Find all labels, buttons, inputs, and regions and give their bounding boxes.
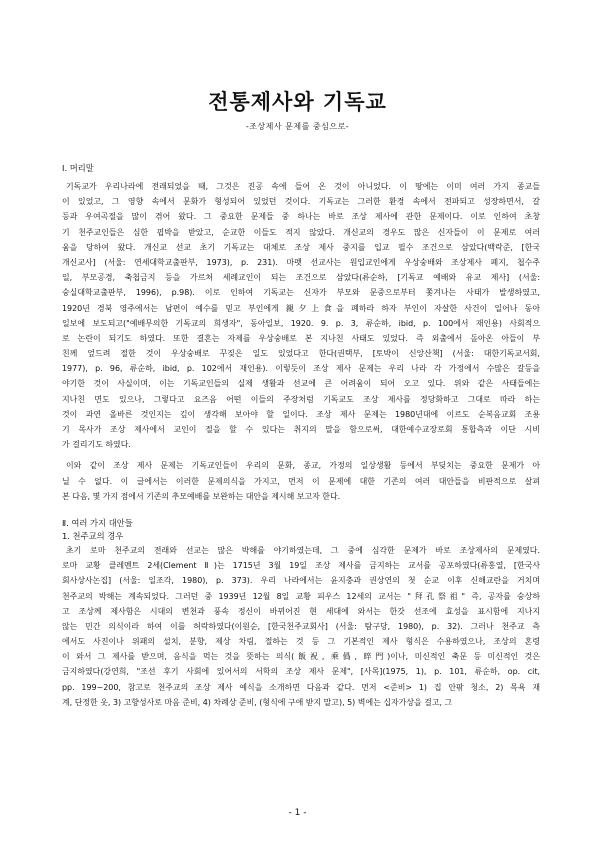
paragraph-intro-2 xyxy=(62,458,540,504)
text-line: pp. 199~200, 참고로 천주교의 조상 제사 예식을 소개하면 다음과 같다. 먼저 <준비> 1) 집 안팎 청소, 2) 목욕 재 xyxy=(62,682,540,692)
subsection-heading-catholic: 1. 천주교의 경우 xyxy=(62,530,124,541)
text-line: 기 목사가 조상 제사에서 교인이 절을 할 수 있다는 취지의 말을 함으로써, 대한예수교장로회 통합측과 이단 시비 xyxy=(62,425,540,434)
paragraph-catholic-1 xyxy=(62,543,540,710)
text-line: 금지하였다(강연희, "조선 후기 사회에 있어서의 서학의 조상 제사 문제", [사목](1975, 1), p. 101, 류순하, op. cit, xyxy=(62,667,540,677)
text-line: 것이 과연 올바른 것인지는 깊이 생각해 보아야 할 일이다. 조상 제사 문제는 1980년대에 이르도 순복음교회 조용 xyxy=(62,409,540,419)
document-title: 전통제사와 기독교 xyxy=(208,90,387,114)
text-line: 로마 교황 클레멘트 2세(Clement Ⅱ)는 1715년 3월 19일 조상 제사를 금지하는 교서를 공포하였다(류홍열, [한국사 xyxy=(62,561,540,571)
text-line: 계, 단정한 옷, 3) 고향성사로 마음 준비, 4) 차례상 준비, (형식에 구애 받지 말고), 5) 벽에는 십자가상을 걸고, 그 xyxy=(62,697,453,707)
text-line: 닐 수 없다. 이 글에서는 이러한 문제의식을 가지고, 먼저 이 문제에 대한 기존의 여러 대안들을 비판적으로 살펴 xyxy=(62,476,540,486)
text-line: 친께 엎드려 절한 것이 우상숭배로 꾸짖은 일도 있었다고 한다(권택부, [토박이 신앙산책] (서울: 대한기독교서회, xyxy=(62,349,540,359)
text-line: 이 와서 그 제사를 받으며, 음식을 먹는 것을 뜻하는 의식(飯祝, 乘僞, 晬門)이나, 미신적인 축문 등 미신적인 것은 xyxy=(62,652,540,662)
page-number: - 1 - xyxy=(288,808,307,818)
text-line: 본 다음, 몇 가지 점에서 기존의 추모예배를 보완하는 대안을 제시해 보고자 한다. xyxy=(62,491,341,501)
text-line: 가 걸리기도 하였다. xyxy=(62,440,131,450)
section-heading-alternatives: Ⅱ. 여러 가지 대안들 xyxy=(62,517,133,528)
text-line: 일, 부모공경, 축첩금지 등을 가르쳐 세례교인이 되는 조건으로 삼았다(류순하, [기독교 예배와 유교 제사] (서울: xyxy=(62,273,540,283)
text-line: 기 천주교인들은 심한 핍박을 받았고, 순교한 이들도 적지 않았다. 개신교의 경우도 많은 신자들이 이 문제로 여러 xyxy=(62,227,540,237)
text-line: 움을 당하여 왔다. 개신교 선교 초기 기독교는 대체로 조상 제사 중지를 입교 필수 조건으로 삼았다(백락준, [한국 xyxy=(62,242,540,252)
text-line: 회사상사논집] (서울: 일조각, 1980), p. 373). 우리 나라에서는 윤지충과 권상연의 첫 순교 이후 신해교란을 거치며 xyxy=(62,576,540,586)
text-line: 등과 우여곡절을 많이 겪어 왔다. 그 중요한 문제들 중 하나는 바로 조상 제사에 관한 문제이다. 이로 인하여 초창 xyxy=(62,212,540,222)
text-line: 고 조상께 제사함은 시대의 변천과 풍속 정신이 바뀌어진 현 세대에 와서는 한갓 선조에 효성을 표시함에 지나지 xyxy=(62,606,540,616)
section-heading-introduction: Ⅰ. 머리말 xyxy=(62,163,94,173)
text-line: 지나친 면도 있으나, 그렇다고 요즈음 어떤 이들의 주장처럼 기독교도 조상 제사를 정당화하고 그대로 따라 하는 xyxy=(62,394,540,404)
text-line: 이 있었고, 그 영향 속에서 문화가 형성되어 있었던 것이다. 기독교는 그러한 환경 속에서 전파되고 성장하면서, 갈 xyxy=(62,197,540,207)
text-line: 천주교의 박해는 계속되었다. 그러던 중 1939년 12월 8일 교황 피우스 12세의 교서는 "拜孔祭祖" 즉, 공자를 숭상하 xyxy=(62,591,540,601)
text-line: 않는 민간 의식이라 하여 이를 허락하였다(이원순, [한국천주교회사] (서울: 탐구당, 1980), p. 32). 그러나 천주교 측 xyxy=(62,621,540,631)
text-line: 개신교사] (서울: 연세대학교출판부, 1973), p. 231). 마펫 선교사는 원입교인에게 우상숭배와 조상제사 폐지, 첩수주 xyxy=(62,257,540,267)
text-line: 야기한 것이 사실이며, 이는 기독교인들의 실제 생활과 선교에 큰 어려움이 되어 오고 있다. 위와 같은 사태들에는 xyxy=(62,379,540,389)
text-line: 1977), p. 96, 류순하, ibid, p. 102에서 재인용). 이렇듯이 조상 제사 문제는 우리 나라 각 가정에서 수많은 갈등을 xyxy=(62,364,540,374)
text-line: 초기 로마 천주교의 전래와 선교는 많은 박해를 야기하였는데, 그 중에 심각한 문제가 바로 조상제사의 문제였다. xyxy=(66,545,540,555)
document-body xyxy=(62,162,540,716)
text-line: 기독교가 우리나라에 전래되었을 때, 그것은 진공 속에 들어 온 것이 아니었다. 이 땅에는 이미 여러 가지 종교들 xyxy=(66,182,540,191)
text-line: 로 논란이 되기도 하였다. 또한 결혼는 자제를 우상숭배로 본 지나친 사태도 있었다. 즉 외출에서 돌아온 아들이 부 xyxy=(62,333,540,343)
text-line: 일보에 보도되고("예배무의한 기독교의 희생자", 동아일보, 1920. 9. p. 3, 류순하, ibid, p. 100에서 재인용) 사회적으 xyxy=(62,318,540,328)
text-line: 숭실대학교출판부, 1996), p.98). 이로 인하여 기독교는 신자가 부모와 문중으로부터 쫓겨나는 사태가 발생하였고, xyxy=(62,288,540,298)
text-line: 이와 같이 조상 제사 문제는 기독교인들이 우리의 문화, 종교, 가정의 일상생활 등에서 부딪치는 중요한 문제가 아 xyxy=(66,461,540,471)
paragraph-intro-1 xyxy=(62,179,540,452)
document-subtitle: -조상제사 문제를 중심으로- xyxy=(245,122,350,131)
text-line: 에서도 사진이나 위패의 설치, 분향, 제상 차림, 절하는 것 등 그 기본적인 제사 형식은 수용하였으나, 조상의 혼령 xyxy=(62,637,540,647)
text-line: 1920년 경북 영주에서는 남편이 예수를 믿고 부인에게 親夕上食을 폐하라 하자 부인이 자살한 사건이 일어나 동아 xyxy=(62,303,540,313)
